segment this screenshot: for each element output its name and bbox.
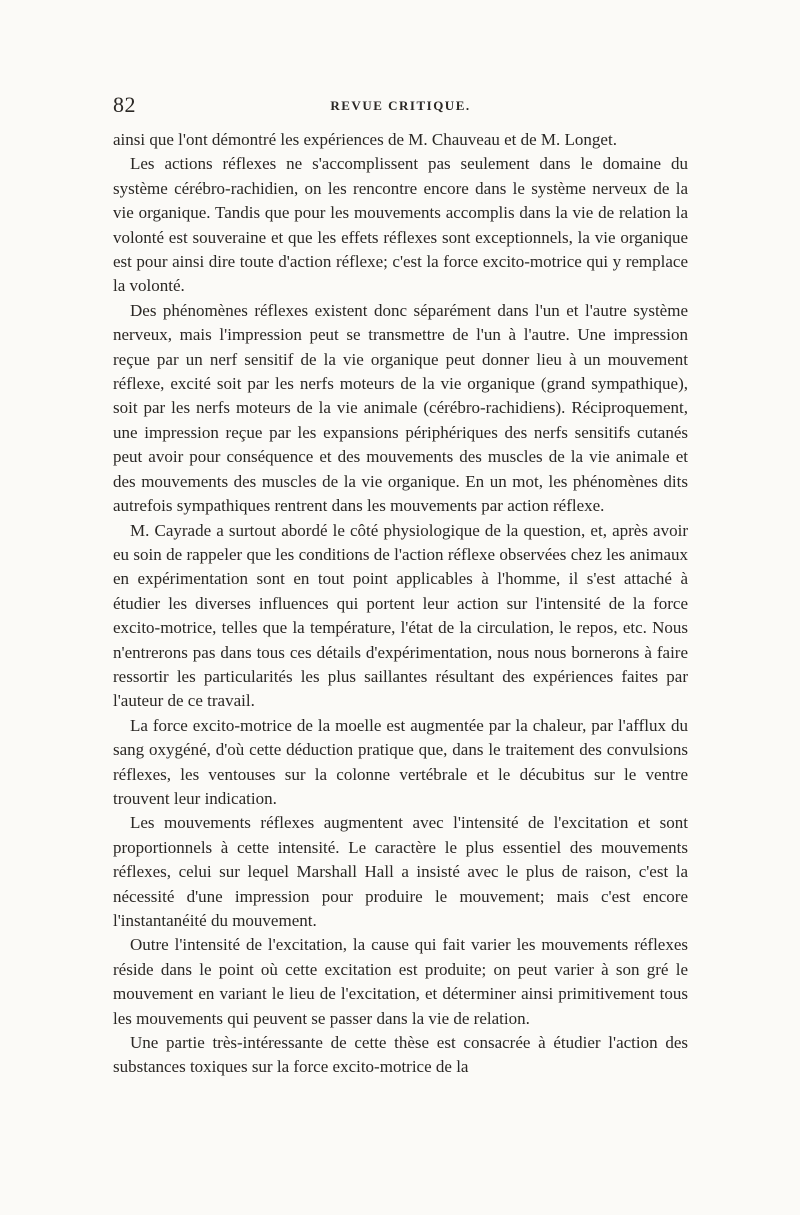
body-text xyxy=(113,128,688,1080)
paragraph-continuation: ainsi que l'ont démontré les expériences de M. Chauveau et de M. Longet. xyxy=(113,130,617,149)
running-head xyxy=(113,92,688,122)
running-title: REVUE CRITIQUE. xyxy=(330,98,471,113)
paragraph: Les mouvements réflexes augmentent avec l'intensité de l'excitation et sont proportionnels à cette intensité. Le caractère le plus essentiel des mouvements réflexes, celui sur lequel Marshall Hall a insisté avec le plus de raison, c'est la nécessité d'une impression pour produire le mouvement; mais c'est encore l'instantanéité du mouvement. xyxy=(113,813,688,930)
paragraph: Outre l'intensité de l'excitation, la cause qui fait varier les mouvements réflexes réside dans le point où cette excitation est produite; on peut varier à son gré le mouvement en variant le lieu de l'excitation, et déterminer ainsi primitivement tous les mouvements qui peuvent se passer dans la vie de relation. xyxy=(113,935,688,1028)
paragraph: La force excito-motrice de la moelle est augmentée par la chaleur, par l'afflux du sang oxygéné, d'où cette déduction pratique que, dans le traitement des convulsions réflexes, les ventouses sur la colonne vertébrale et le décubitus sur le ventre trouvent leur indication. xyxy=(113,715,688,808)
paragraph: Les actions réflexes ne s'accomplissent pas seulement dans le domaine du système cérébro-rachidien, on les rencontre encore dans le système nerveux de la vie organique. Tandis que pour les mouvements accomplis dans la vie de relation la volonté est souveraine et que les effets réflexes sont exceptionnels, la vie organique est pour ainsi dire toute d'action réflexe; c'est la force excito-motrice qui y remplace la volonté. xyxy=(113,154,688,296)
paragraph: Des phénomènes réflexes existent donc séparément dans l'un et l'autre système nerveux, mais l'impression peut se transmettre de l'un à l'autre. Une impression reçue par un nerf sensitif de la vie organique peut donner lieu à un mouvement réflexe, excité soit par les nerfs moteurs de la vie organique (grand sympathique), soit par les nerfs moteurs de la vie animale (cérébro-rachidiens). Réciproquement, une impression reçue par les expansions périphériques des nerfs sensitifs cutanés peut avoir pour conséquence et des mouvements des muscles de la vie animale et des mouvements des muscles de la vie organique. En un mot, les phénomènes dits autrefois sympathiques rentrent dans les mouvements par action réflexe. xyxy=(113,300,688,516)
paragraph: M. Cayrade a surtout abordé le côté physiologique de la question, et, après avoir eu soin de rappeler que les conditions de l'action réflexe observées chez les animaux en expérimentation sont en tout point applicables à l'homme, il s'est attaché à étudier les diverses influences qui portent leur action sur l'intensité de la force excito-motrice, telles que la température, l'état de la circulation, le repos, etc. Nous n'entrerons pas dans tous ces détails d'expérimentation, nous nous bornerons à faire ressortir les particularités les plus saillantes résultant des expériences faites par l'auteur de ce travail. xyxy=(113,520,688,711)
paragraph: Une partie très-intéressante de cette thèse est consacrée à étudier l'action des substances toxiques sur la force excito-motrice de la xyxy=(113,1033,688,1077)
page-number: 82 xyxy=(113,92,136,117)
